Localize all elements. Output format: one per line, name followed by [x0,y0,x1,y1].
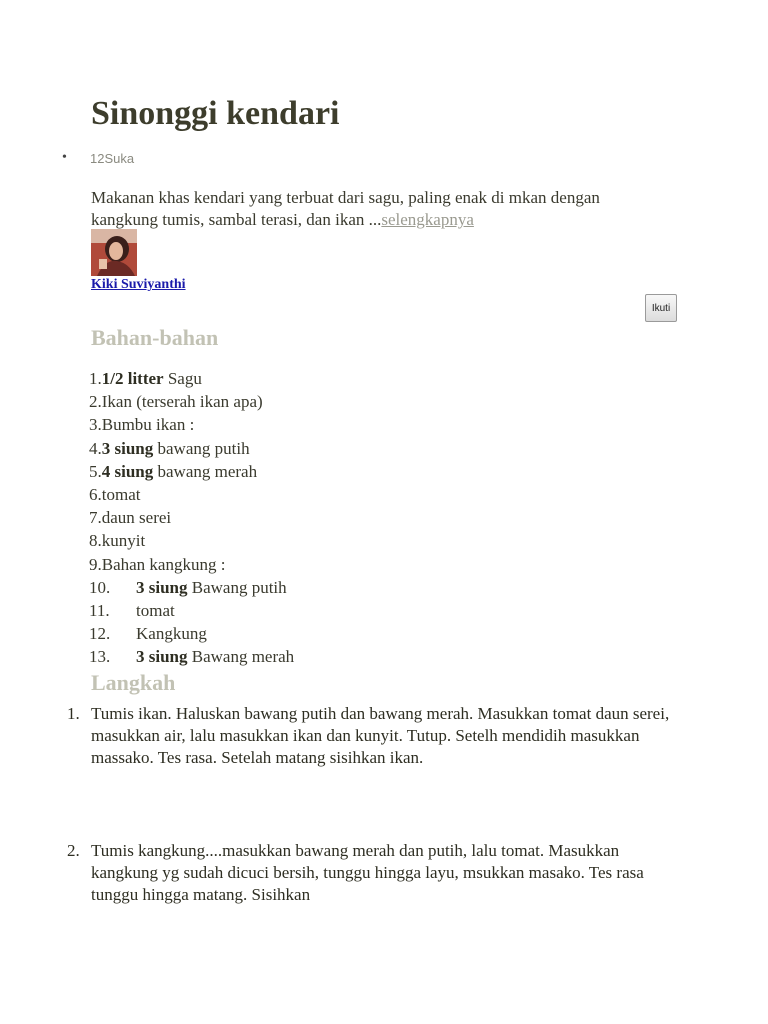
follow-button[interactable]: Ikuti [645,294,677,322]
ingredient-item [89,645,294,668]
ingredient-number: 4. [89,438,102,458]
description-text: Makanan khas kendari yang terbuat dari sagu, paling enak di mkan dengan kangkung tumis, sambal terasi, dan ikan ... [91,188,600,229]
ingredient-number: 13. [89,647,111,667]
ingredient-item [89,460,294,483]
recipe-description [91,187,671,231]
ingredient-item [89,576,294,599]
ingredient-item [89,413,294,436]
ingredient-text: tomat [136,600,175,620]
ingredient-number: 1. [89,369,102,388]
bullet-dot-icon: • [62,150,67,165]
ingredient-item [89,483,294,506]
ingredient-text: kunyit [101,531,146,551]
ingredient-number: 7. [89,508,102,528]
likes-count[interactable]: 12Suka [90,151,135,166]
ingredient-text: Bumbu ikan : [101,415,195,435]
ingredient-text: bawang merah [153,461,258,481]
step-number: 1. [67,704,80,723]
read-more-link[interactable]: selengkapnya [381,210,474,229]
step-number: 2. [67,841,80,860]
ingredient-item [89,506,294,529]
step-text: Tumis ikan. Haluskan bawang putih dan bawang merah. Masukkan tomat daun serei, masukkan air, lalu masukkan ikan dan kunyit. Tutup. Setelh mendidih masukkan massako. Tes rasa. Setelah matang sisihkan ikan. [91,704,670,767]
author-name-link[interactable]: Kiki Suviyanthi [91,277,186,292]
step-item [67,840,687,906]
ingredient-text: Bawang merah [187,647,295,667]
ingredient-text: Bawang putih [187,577,287,597]
ingredient-item [89,390,294,413]
ingredient-number: 9. [89,554,102,574]
steps-list [67,703,687,906]
step-text: Tumis kangkung....masukkan bawang merah dan putih, lalu tomat. Masukkan kangkung yg sudah dicuci bersih, tunggu hingga layu, msukkan masako. Tes rasa tunggu hingga matang. Sisihkan [91,841,644,904]
ingredient-text: tomat [101,484,141,504]
ingredient-text: Ikan (terserah ikan apa) [101,392,263,412]
ingredient-text: daun serei [101,508,172,528]
ingredient-text: Sagu [163,369,202,388]
avatar-photo-icon [91,229,137,276]
ingredients-list [89,367,294,668]
ingredient-number: 6. [89,484,102,504]
ingredient-number: 10. [89,577,111,597]
ingredient-item [89,622,294,645]
step-item [67,703,687,840]
ingredient-quantity: 3 siung [101,438,154,458]
ingredients-heading: Bahan-bahan [91,325,219,350]
ingredient-item [89,529,294,552]
ingredient-number: 3. [89,415,102,435]
ingredient-quantity: 3 siung [136,647,188,667]
ingredient-number: 11. [89,600,110,620]
steps-heading: Langkah [91,670,176,695]
page-title: Sinonggi kendari [91,95,340,132]
ingredient-text: Kangkung [136,624,207,644]
ingredient-number: 8. [89,531,102,551]
ingredient-number: 2. [89,392,102,412]
ingredient-quantity: 1/2 litter [101,369,164,388]
ingredient-number: 12. [89,624,111,644]
author-avatar[interactable] [91,229,137,276]
ingredient-item [89,553,294,576]
ingredient-item [89,437,294,460]
ingredient-item [89,367,294,390]
ingredient-text: Bahan kangkung : [101,554,226,574]
ingredient-quantity: 4 siung [101,461,154,481]
ingredient-item [89,599,294,622]
ingredient-number: 5. [89,461,102,481]
ingredient-quantity: 3 siung [136,577,188,597]
ingredient-text: bawang putih [153,438,250,458]
